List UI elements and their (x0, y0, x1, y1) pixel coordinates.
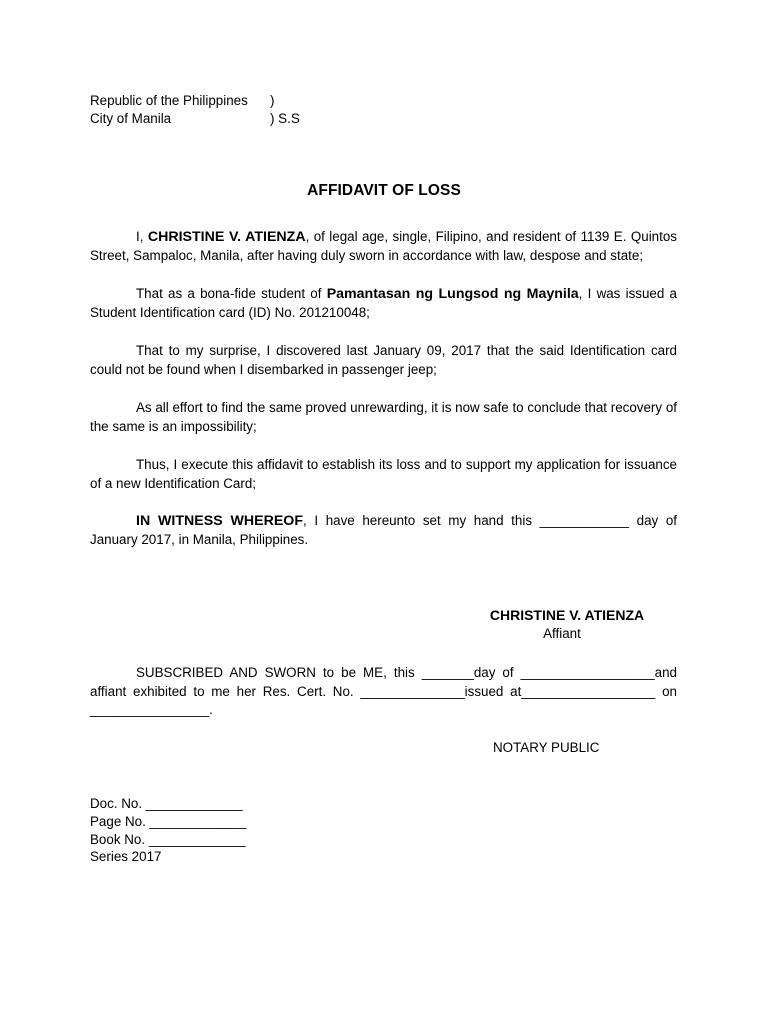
venue-country: Republic of the Philippines (90, 93, 248, 108)
signature-role: Affiant (543, 626, 581, 641)
paragraph-impossibility: As all effort to find the same proved unrewarding, it is now safe to conclude that recovery of the same is an impossibility; (90, 400, 677, 434)
paragraph-student (90, 285, 677, 322)
paragraph-student-post: , I was issued a Student Identification card (ID) No. 201210048; (90, 286, 677, 320)
document-title: AFFIDAVIT OF LOSS (307, 182, 461, 199)
venue-block (90, 92, 300, 128)
paragraph-purpose: Thus, I execute this affidavit to establish its loss and to support my application for issuance of a new Identification Card; (90, 457, 677, 491)
signature-name: CHRISTINE V. ATIENZA (489, 607, 645, 623)
venue-ss: ) S.S (270, 111, 300, 126)
paragraph-witness (90, 512, 677, 549)
page-no: Page No. _____________ (90, 813, 247, 829)
series: Series 2017 (90, 849, 162, 865)
witness-whereof-lead: IN WITNESS WHEREOF (136, 513, 304, 529)
venue-row-city (90, 110, 300, 128)
paragraph-witness-post: , I have hereunto set my hand this ____________ day of January 2017, in Manila, Philippines. (90, 513, 677, 547)
school-name: Pamantasan ng Lungsod ng Maynila (326, 286, 579, 302)
venue-row-country (90, 92, 275, 110)
venue-city: City of Manila (90, 111, 172, 126)
venue-country-paren: ) (270, 93, 275, 108)
affiant-name-inline: CHRISTINE V. ATIENZA (147, 229, 306, 245)
paragraph-discovery: That to my surprise, I discovered last January 09, 2017 that the said Identification card could not be found when I disembarked in passenger jeep; (90, 343, 677, 377)
paragraph-jurat: SUBSCRIBED AND SWORN to be ME, this _______day of __________________and affiant exhibited to me her Res. Cert. No. ______________issued at__________________ on ________________. (90, 665, 677, 718)
notary-public-label: NOTARY PUBLIC (493, 740, 600, 755)
doc-info-block (90, 795, 246, 866)
paragraph-student-pre: That as a bona-fide student of (136, 286, 327, 301)
paragraph-identity-post: , of legal age, single, Filipino, and resident of 1139 E. Quintos Street, Sampaloc, Manila, after having duly sworn in accordance with law, despose and state; (90, 229, 677, 263)
book-no: Book No. _____________ (90, 831, 246, 847)
paragraph-identity (90, 228, 677, 265)
paragraph-identity-pre: I, (136, 229, 148, 244)
doc-no: Doc. No. _____________ (90, 796, 243, 811)
